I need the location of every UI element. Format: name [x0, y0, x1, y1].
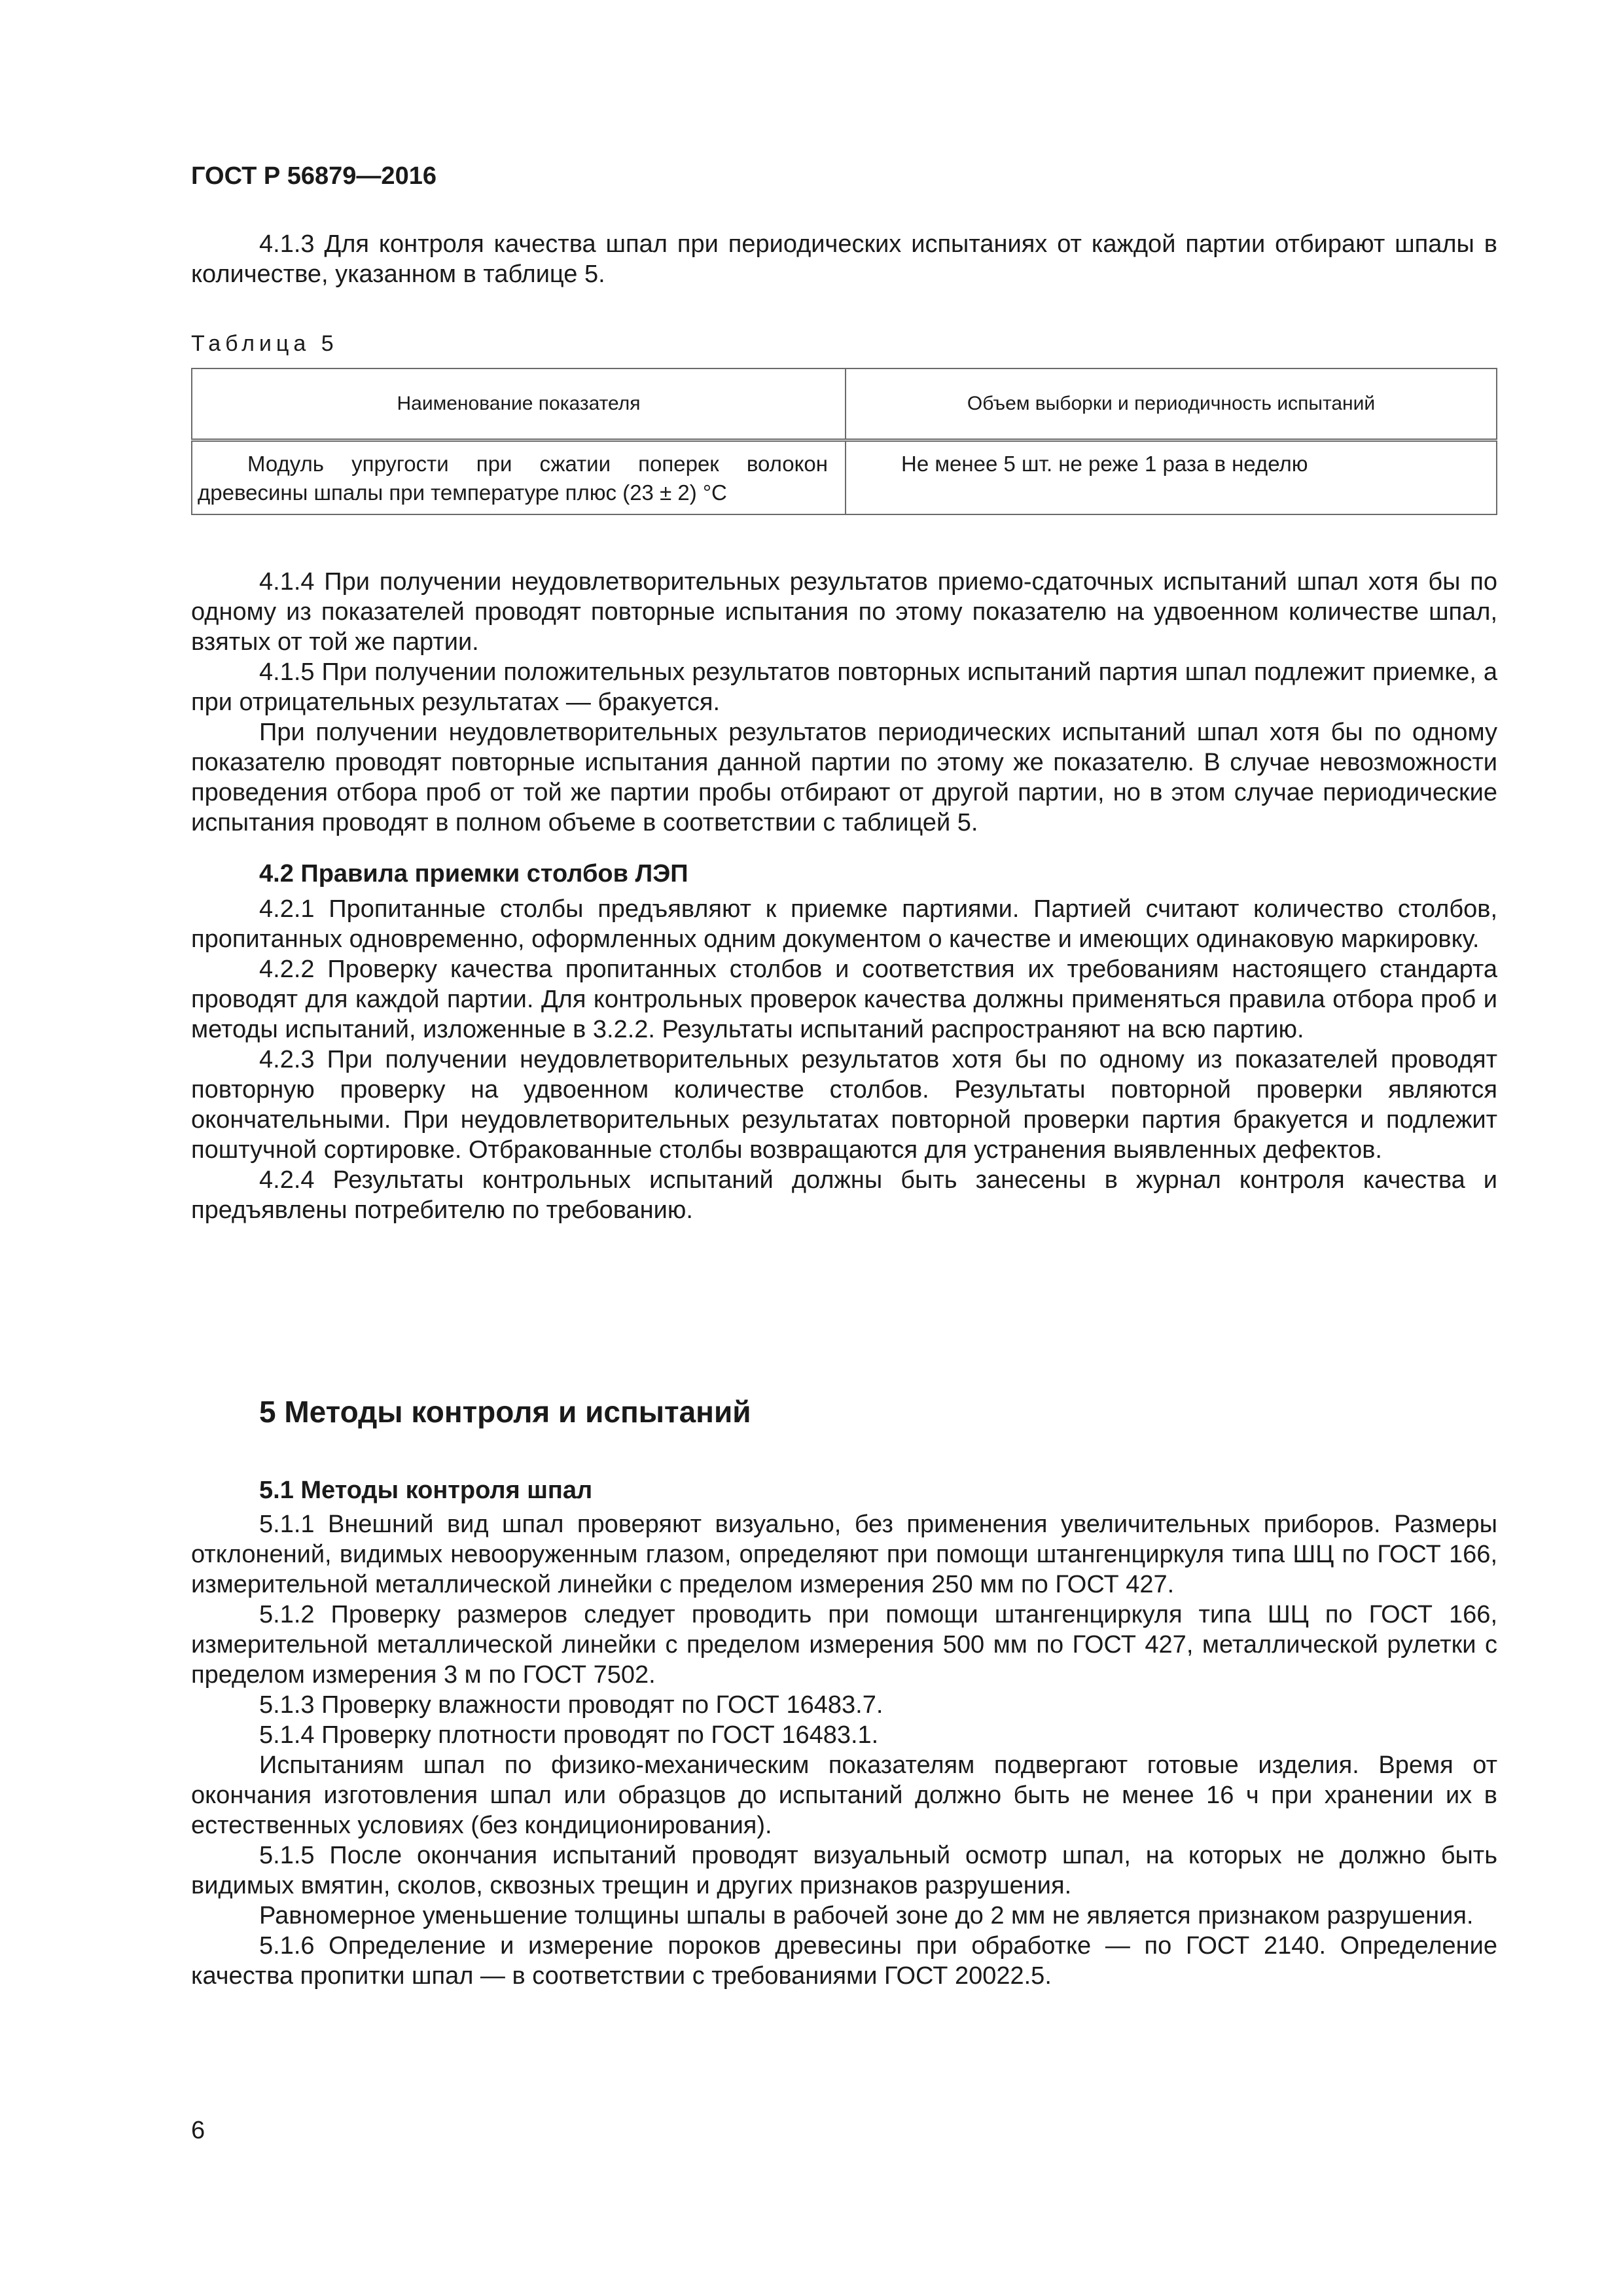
paragraph: Равномерное уменьшение толщины шпалы в рабочей зоне до 2 мм не является признаком разрушения. [259, 1902, 1474, 1929]
section-5-1-paragraphs [191, 1509, 1497, 1991]
paragraph-4-1-3 [191, 229, 1497, 289]
table-cell: Модуль упругости при сжатии поперек волокон древесины шпалы при температуре плюс (23 ± 2) °C [192, 440, 846, 515]
subsection-heading-5-1: 5.1 Методы контроля шпал [259, 1477, 593, 1504]
paragraph-4-2-2: 4.2.2 Проверку качества пропитанных столбов и соответствия их требованиям настоящего стандарта проводят для каждой партии. Для контрольных проверок качества должны применяться правила отбора проб и методы испытаний, изложенные в 3.2.2. Результаты испытаний распространяют на всю партию. [191, 956, 1497, 1043]
paragraph-5-1-5: 5.1.5 После окончания испытаний проводят визуальный осмотр шпал, на которых не должно быть видимых вмятин, сколов, сквозных трещин и других признаков разрушения. [191, 1842, 1497, 1899]
section-title-5: 5 Методы контроля и испытаний [259, 1395, 751, 1429]
table-header-cell: Наименование показателя [192, 368, 846, 440]
table-header-cell: Объем выборки и периодичность испытаний [846, 368, 1497, 440]
paragraph-5-1-3: 5.1.3 Проверку влажности проводят по ГОСТ 16483.7. [259, 1691, 883, 1719]
table-5 [191, 368, 1497, 515]
paragraph-4-2-3: 4.2.3 При получении неудовлетворительных результатов хотя бы по одному из показателей проводят повторную проверку на удвоенном количестве столбов. Результаты повторной проверки являются окончательными. При неудовлетворительных результатах повторной проверки партия бракуется и подлежит поштучной сортировке. Отбракованные столбы возвращаются для устранения выявленных дефектов. [191, 1046, 1497, 1164]
table-caption: Таблица 5 [191, 331, 338, 356]
table-header-row [192, 368, 1497, 440]
subsection-heading-4-2: 4.2 Правила приемки столбов ЛЭП [259, 860, 688, 888]
paragraph-4-1-4: 4.1.4 При получении неудовлетворительных результатов приемо-сдаточных испытаний шпал хотя бы по одному из показателей проводят повторные испытания по этому показателю на удвоенном количестве шпал, взятых от той же партии. [191, 568, 1497, 656]
paragraph-5-1-6: 5.1.6 Определение и измерение пороков древесины при обработке — по ГОСТ 2140. Определение качества пропитки шпал — в соответствии с требованиями ГОСТ 20022.5. [191, 1932, 1497, 1990]
page-number: 6 [191, 2117, 205, 2144]
section-4-1-paragraphs [191, 567, 1497, 838]
paragraph-5-1-1: 5.1.1 Внешний вид шпал проверяют визуально, без применения увеличительных приборов. Размеры отклонений, видимых невооруженным глазом, определяют при помощи штангенциркуля типа ШЦ по ГОСТ 166, измерительной металлической линейки с пределом измерения 250 мм по ГОСТ 427. [191, 1511, 1497, 1598]
document-header: ГОСТ Р 56879—2016 [191, 162, 437, 190]
paragraph: При получении неудовлетворительных результатов периодических испытаний шпал хотя бы по одному показателю проводят повторные испытания данной партии по этому же показателю. В случае невозможности проведения отбора проб от той же партии пробы отбирают от другой партии, но в этом случае периодические испытания проводят в полном объеме в соответствии с таблицей 5. [191, 719, 1497, 836]
table-row [192, 440, 1497, 515]
paragraph-4-1-5: 4.1.5 При получении положительных результатов повторных испытаний партия шпал подлежит приемке, а при отрицательных результатах — бракуется. [191, 658, 1497, 716]
paragraph: Испытаниям шпал по физико-механическим показателям подвергают готовые изделия. Время от окончания изготовления шпал или образцов до испытаний должно быть не менее 16 ч при хранении их в естественных условиях (без кондиционирования). [191, 1751, 1497, 1839]
paragraph: 4.1.3 Для контроля качества шпал при периодических испытаниях от каждой партии отбирают шпалы в количестве, указанном в таблице 5. [191, 230, 1497, 288]
section-4-2-paragraphs [191, 894, 1497, 1225]
paragraph-4-2-4: 4.2.4 Результаты контрольных испытаний должны быть занесены в журнал контроля качества и предъявлены потребителю по требованию. [191, 1166, 1497, 1224]
table-cell: Не менее 5 шт. не реже 1 раза в неделю [846, 440, 1497, 515]
paragraph-4-2-1: 4.2.1 Пропитанные столбы предъявляют к приемке партиями. Партией считают количество столбов, пропитанных одновременно, оформленных одним документом о качестве и имеющих одинаковую маркировку. [191, 895, 1497, 953]
paragraph-5-1-2: 5.1.2 Проверку размеров следует проводить при помощи штангенциркуля типа ШЦ по ГОСТ 166, измерительной металлической линейки с пределом измерения 500 мм по ГОСТ 427, металлической рулетки с пределом измерения 3 м по ГОСТ 7502. [191, 1601, 1497, 1689]
paragraph-5-1-4: 5.1.4 Проверку плотности проводят по ГОСТ 16483.1. [259, 1721, 879, 1749]
